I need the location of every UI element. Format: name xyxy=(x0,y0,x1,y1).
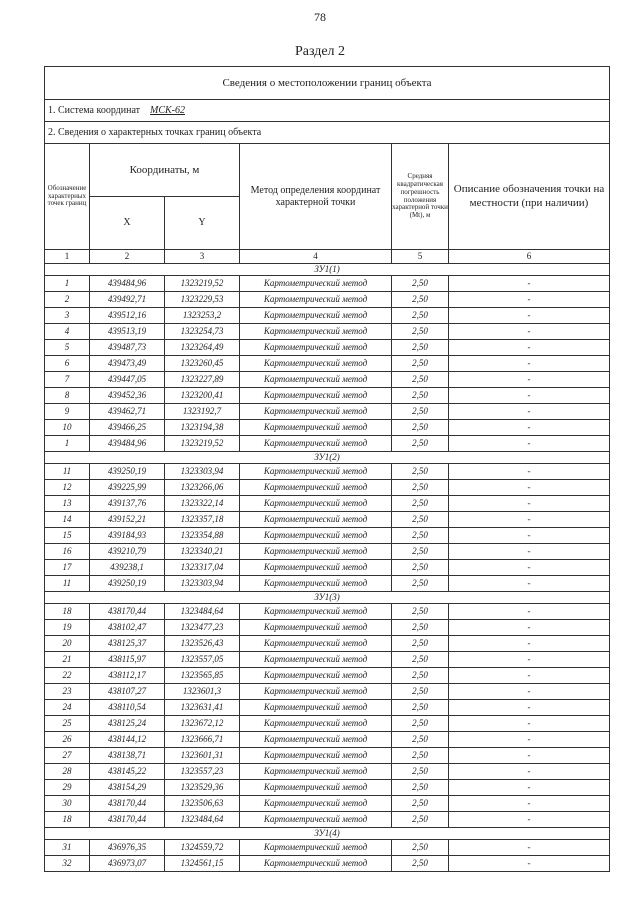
point-number: 4 xyxy=(45,324,90,340)
table-row xyxy=(45,636,610,652)
accuracy-cell: 2,50 xyxy=(392,372,449,388)
coord-y: 1323601,31 xyxy=(165,748,240,764)
method-cell: Картометрический метод xyxy=(240,764,392,780)
description-cell: - xyxy=(449,436,610,452)
coord-y: 1323317,04 xyxy=(165,560,240,576)
accuracy-cell: 2,50 xyxy=(392,812,449,828)
accuracy-cell: 2,50 xyxy=(392,464,449,480)
method-cell: Картометрический метод xyxy=(240,324,392,340)
point-number: 27 xyxy=(45,748,90,764)
group-name: ЗУ1(3) xyxy=(45,592,610,604)
description-cell: - xyxy=(449,544,610,560)
point-number: 12 xyxy=(45,480,90,496)
table-row xyxy=(45,324,610,340)
description-cell: - xyxy=(449,464,610,480)
accuracy-cell: 2,50 xyxy=(392,436,449,452)
description-cell: - xyxy=(449,356,610,372)
method-cell: Картометрический метод xyxy=(240,292,392,308)
point-number: 22 xyxy=(45,668,90,684)
table-row xyxy=(45,796,610,812)
point-number: 13 xyxy=(45,496,90,512)
method-cell: Картометрический метод xyxy=(240,716,392,732)
coord-x: 438154,29 xyxy=(90,780,165,796)
coord-y: 1323557,05 xyxy=(165,652,240,668)
coord-y: 1323484,64 xyxy=(165,604,240,620)
table-row xyxy=(45,388,610,404)
group-name: ЗУ1(1) xyxy=(45,264,610,276)
coord-x: 438110,54 xyxy=(90,700,165,716)
coord-x: 438115,97 xyxy=(90,652,165,668)
accuracy-cell: 2,50 xyxy=(392,716,449,732)
accuracy-cell: 2,50 xyxy=(392,404,449,420)
column-number: 6 xyxy=(449,250,610,264)
accuracy-cell: 2,50 xyxy=(392,748,449,764)
coord-y: 1323484,64 xyxy=(165,812,240,828)
coord-x: 439466,25 xyxy=(90,420,165,436)
coord-y: 1323219,52 xyxy=(165,276,240,292)
accuracy-cell: 2,50 xyxy=(392,560,449,576)
column-numbers-row xyxy=(45,250,610,264)
coord-x: 439184,93 xyxy=(90,528,165,544)
accuracy-cell: 2,50 xyxy=(392,496,449,512)
point-number: 15 xyxy=(45,528,90,544)
coord-y: 1323194,38 xyxy=(165,420,240,436)
column-number: 4 xyxy=(240,250,392,264)
coord-x: 439152,21 xyxy=(90,512,165,528)
group-header-row xyxy=(45,264,610,276)
point-number: 9 xyxy=(45,404,90,420)
coord-x: 439512,16 xyxy=(90,308,165,324)
coord-x: 439492,71 xyxy=(90,292,165,308)
accuracy-cell: 2,50 xyxy=(392,684,449,700)
accuracy-cell: 2,50 xyxy=(392,764,449,780)
page-number: 78 xyxy=(314,10,326,24)
description-cell: - xyxy=(449,496,610,512)
description-cell: - xyxy=(449,340,610,356)
coord-x: 439462,71 xyxy=(90,404,165,420)
table-row xyxy=(45,464,610,480)
group-header-row xyxy=(45,592,610,604)
coord-y: 1323354,88 xyxy=(165,528,240,544)
description-cell: - xyxy=(449,560,610,576)
coord-y: 1323264,49 xyxy=(165,340,240,356)
description-cell: - xyxy=(449,620,610,636)
method-cell: Картометрический метод xyxy=(240,684,392,700)
accuracy-cell: 2,50 xyxy=(392,856,449,872)
point-number: 10 xyxy=(45,420,90,436)
coord-y: 1323601,3 xyxy=(165,684,240,700)
coord-y: 1323266,06 xyxy=(165,480,240,496)
table-row xyxy=(45,856,610,872)
header-accuracy: Средняя квадратическая погрешность положения характерной точки (Mt), м xyxy=(392,144,449,250)
point-number: 5 xyxy=(45,340,90,356)
accuracy-cell: 2,50 xyxy=(392,420,449,436)
coord-x: 438112,17 xyxy=(90,668,165,684)
table-row xyxy=(45,716,610,732)
method-cell: Картометрический метод xyxy=(240,340,392,356)
table-row xyxy=(45,560,610,576)
description-cell: - xyxy=(449,528,610,544)
coord-x: 439484,96 xyxy=(90,276,165,292)
method-cell: Картометрический метод xyxy=(240,796,392,812)
point-number: 20 xyxy=(45,636,90,652)
table-row xyxy=(45,764,610,780)
coord-y: 1323254,73 xyxy=(165,324,240,340)
method-cell: Картометрический метод xyxy=(240,528,392,544)
table-row xyxy=(45,356,610,372)
group-name: ЗУ1(2) xyxy=(45,452,610,464)
table-row xyxy=(45,496,610,512)
point-number: 29 xyxy=(45,780,90,796)
coordinates-table xyxy=(44,66,610,872)
point-number: 11 xyxy=(45,576,90,592)
coord-y: 1323340,21 xyxy=(165,544,240,560)
description-cell: - xyxy=(449,636,610,652)
point-number: 28 xyxy=(45,764,90,780)
table-row xyxy=(45,512,610,528)
section-title: Раздел 2 xyxy=(294,44,346,59)
point-number: 2 xyxy=(45,292,90,308)
accuracy-cell: 2,50 xyxy=(392,544,449,560)
point-number: 7 xyxy=(45,372,90,388)
table-row xyxy=(45,372,610,388)
description-cell: - xyxy=(449,652,610,668)
coordinate-system-row xyxy=(45,100,610,122)
table-row xyxy=(45,700,610,716)
accuracy-cell: 2,50 xyxy=(392,512,449,528)
accuracy-cell: 2,50 xyxy=(392,604,449,620)
coord-y: 1323565,85 xyxy=(165,668,240,684)
coord-x: 438125,24 xyxy=(90,716,165,732)
method-cell: Картометрический метод xyxy=(240,512,392,528)
description-cell: - xyxy=(449,388,610,404)
description-cell: - xyxy=(449,324,610,340)
accuracy-cell: 2,50 xyxy=(392,356,449,372)
group-name: ЗУ1(4) xyxy=(45,828,610,840)
method-cell: Картометрический метод xyxy=(240,604,392,620)
table-row xyxy=(45,620,610,636)
method-cell: Картометрический метод xyxy=(240,620,392,636)
method-cell: Картометрический метод xyxy=(240,856,392,872)
coord-x: 439250,19 xyxy=(90,576,165,592)
header-method: Метод определения координат характерной точки xyxy=(240,144,392,250)
point-number: 1 xyxy=(45,276,90,292)
coord-y: 1323506,63 xyxy=(165,796,240,812)
coord-y: 1323672,12 xyxy=(165,716,240,732)
coord-x: 438144,12 xyxy=(90,732,165,748)
accuracy-cell: 2,50 xyxy=(392,480,449,496)
header-point-designation: Обозначение характерных точек границ xyxy=(45,144,90,250)
method-cell: Картометрический метод xyxy=(240,276,392,292)
table-row xyxy=(45,420,610,436)
accuracy-cell: 2,50 xyxy=(392,388,449,404)
coord-y: 1323303,94 xyxy=(165,576,240,592)
coord-x: 439513,19 xyxy=(90,324,165,340)
table-row xyxy=(45,404,610,420)
coord-y: 1323219,52 xyxy=(165,436,240,452)
accuracy-cell: 2,50 xyxy=(392,620,449,636)
point-number: 3 xyxy=(45,308,90,324)
point-number: 18 xyxy=(45,604,90,620)
table-row xyxy=(45,340,610,356)
header-coordinates: Координаты, м xyxy=(90,144,240,197)
coord-x: 436976,35 xyxy=(90,840,165,856)
table-row xyxy=(45,604,610,620)
coordinate-system-label: 1. Система координат xyxy=(48,104,141,116)
point-number: 30 xyxy=(45,796,90,812)
description-cell: - xyxy=(449,716,610,732)
coord-x: 439473,49 xyxy=(90,356,165,372)
table-row xyxy=(45,292,610,308)
description-cell: - xyxy=(449,840,610,856)
method-cell: Картометрический метод xyxy=(240,700,392,716)
method-cell: Картометрический метод xyxy=(240,464,392,480)
method-cell: Картометрический метод xyxy=(240,652,392,668)
coord-x: 439225,99 xyxy=(90,480,165,496)
coord-x: 439210,79 xyxy=(90,544,165,560)
coord-y: 1323357,18 xyxy=(165,512,240,528)
description-cell: - xyxy=(449,856,610,872)
coord-y: 1323322,14 xyxy=(165,496,240,512)
description-cell: - xyxy=(449,812,610,828)
method-cell: Картометрический метод xyxy=(240,732,392,748)
accuracy-cell: 2,50 xyxy=(392,700,449,716)
coord-x: 438170,44 xyxy=(90,796,165,812)
coord-y: 1323477,23 xyxy=(165,620,240,636)
table-row xyxy=(45,652,610,668)
method-cell: Картометрический метод xyxy=(240,812,392,828)
coord-y: 1323526,43 xyxy=(165,636,240,652)
method-cell: Картометрический метод xyxy=(240,356,392,372)
table-row xyxy=(45,576,610,592)
description-cell: - xyxy=(449,764,610,780)
coord-y: 1323303,94 xyxy=(165,464,240,480)
point-number: 25 xyxy=(45,716,90,732)
table-row xyxy=(45,308,610,324)
accuracy-cell: 2,50 xyxy=(392,840,449,856)
accuracy-cell: 2,50 xyxy=(392,292,449,308)
coord-x: 438145,22 xyxy=(90,764,165,780)
header-x: X xyxy=(90,197,165,250)
point-number: 24 xyxy=(45,700,90,716)
coordinate-system-value: МСК-62 xyxy=(150,104,186,116)
point-number: 11 xyxy=(45,464,90,480)
table-row xyxy=(45,812,610,828)
method-cell: Картометрический метод xyxy=(240,372,392,388)
description-cell: - xyxy=(449,700,610,716)
header-description: Описание обозначения точки на местности (при наличии) xyxy=(449,144,610,250)
table-row xyxy=(45,684,610,700)
coord-x: 439238,1 xyxy=(90,560,165,576)
coord-y: 1323200,41 xyxy=(165,388,240,404)
description-cell: - xyxy=(449,732,610,748)
method-cell: Картометрический метод xyxy=(240,780,392,796)
coord-y: 1323253,2 xyxy=(165,308,240,324)
coord-y: 1323529,36 xyxy=(165,780,240,796)
point-number: 32 xyxy=(45,856,90,872)
accuracy-cell: 2,50 xyxy=(392,528,449,544)
table-row xyxy=(45,748,610,764)
table-row xyxy=(45,480,610,496)
coord-y: 1323631,41 xyxy=(165,700,240,716)
coord-x: 439250,19 xyxy=(90,464,165,480)
table-row xyxy=(45,276,610,292)
table-row xyxy=(45,668,610,684)
method-cell: Картометрический метод xyxy=(240,560,392,576)
method-cell: Картометрический метод xyxy=(240,480,392,496)
accuracy-cell: 2,50 xyxy=(392,308,449,324)
coord-x: 438170,44 xyxy=(90,812,165,828)
accuracy-cell: 2,50 xyxy=(392,636,449,652)
description-cell: - xyxy=(449,404,610,420)
table-row xyxy=(45,528,610,544)
description-cell: - xyxy=(449,684,610,700)
method-cell: Картометрический метод xyxy=(240,636,392,652)
coord-y: 1323666,71 xyxy=(165,732,240,748)
coord-y: 1324561,15 xyxy=(165,856,240,872)
point-number: 17 xyxy=(45,560,90,576)
coord-x: 438107,27 xyxy=(90,684,165,700)
coord-x: 439452,36 xyxy=(90,388,165,404)
accuracy-cell: 2,50 xyxy=(392,276,449,292)
description-cell: - xyxy=(449,308,610,324)
table-row xyxy=(45,436,610,452)
method-cell: Картометрический метод xyxy=(240,668,392,684)
method-cell: Картометрический метод xyxy=(240,404,392,420)
point-number: 14 xyxy=(45,512,90,528)
point-number: 6 xyxy=(45,356,90,372)
point-number: 21 xyxy=(45,652,90,668)
coord-y: 1323557,23 xyxy=(165,764,240,780)
method-cell: Картометрический метод xyxy=(240,840,392,856)
point-number: 8 xyxy=(45,388,90,404)
description-cell: - xyxy=(449,604,610,620)
group-header-row xyxy=(45,828,610,840)
accuracy-cell: 2,50 xyxy=(392,652,449,668)
point-number: 16 xyxy=(45,544,90,560)
accuracy-cell: 2,50 xyxy=(392,668,449,684)
description-cell: - xyxy=(449,276,610,292)
table-title: Сведения о местоположении границ объекта xyxy=(45,67,610,100)
column-number: 1 xyxy=(45,250,90,264)
coord-x: 439484,96 xyxy=(90,436,165,452)
coord-y: 1323229,53 xyxy=(165,292,240,308)
coord-x: 438125,37 xyxy=(90,636,165,652)
description-cell: - xyxy=(449,780,610,796)
description-cell: - xyxy=(449,748,610,764)
column-number: 5 xyxy=(392,250,449,264)
point-number: 1 xyxy=(45,436,90,452)
accuracy-cell: 2,50 xyxy=(392,576,449,592)
description-cell: - xyxy=(449,796,610,812)
method-cell: Картометрический метод xyxy=(240,388,392,404)
method-cell: Картометрический метод xyxy=(240,436,392,452)
column-number: 2 xyxy=(90,250,165,264)
description-cell: - xyxy=(449,372,610,388)
method-cell: Картометрический метод xyxy=(240,420,392,436)
group-header-row xyxy=(45,452,610,464)
description-cell: - xyxy=(449,420,610,436)
accuracy-cell: 2,50 xyxy=(392,324,449,340)
point-number: 26 xyxy=(45,732,90,748)
point-number: 23 xyxy=(45,684,90,700)
method-cell: Картометрический метод xyxy=(240,544,392,560)
point-number: 18 xyxy=(45,812,90,828)
coord-x: 439137,76 xyxy=(90,496,165,512)
accuracy-cell: 2,50 xyxy=(392,796,449,812)
description-cell: - xyxy=(449,668,610,684)
coord-x: 438138,71 xyxy=(90,748,165,764)
method-cell: Картометрический метод xyxy=(240,576,392,592)
description-cell: - xyxy=(449,292,610,308)
coord-x: 438170,44 xyxy=(90,604,165,620)
table-row xyxy=(45,732,610,748)
accuracy-cell: 2,50 xyxy=(392,732,449,748)
point-number: 19 xyxy=(45,620,90,636)
coord-y: 1323192,7 xyxy=(165,404,240,420)
description-cell: - xyxy=(449,480,610,496)
method-cell: Картометрический метод xyxy=(240,496,392,512)
description-cell: - xyxy=(449,576,610,592)
coord-x: 439487,73 xyxy=(90,340,165,356)
points-section-label: 2. Сведения о характерных точках границ объекта xyxy=(45,122,610,144)
coord-y: 1323260,45 xyxy=(165,356,240,372)
table-row xyxy=(45,780,610,796)
coord-x: 438102,47 xyxy=(90,620,165,636)
coord-x: 439447,05 xyxy=(90,372,165,388)
table-row xyxy=(45,544,610,560)
description-cell: - xyxy=(449,512,610,528)
coord-x: 436973,07 xyxy=(90,856,165,872)
coord-y: 1323227,89 xyxy=(165,372,240,388)
column-number: 3 xyxy=(165,250,240,264)
coord-y: 1324559,72 xyxy=(165,840,240,856)
method-cell: Картометрический метод xyxy=(240,748,392,764)
table-row xyxy=(45,840,610,856)
header-y: Y xyxy=(165,197,240,250)
accuracy-cell: 2,50 xyxy=(392,780,449,796)
point-number: 31 xyxy=(45,840,90,856)
method-cell: Картометрический метод xyxy=(240,308,392,324)
accuracy-cell: 2,50 xyxy=(392,340,449,356)
